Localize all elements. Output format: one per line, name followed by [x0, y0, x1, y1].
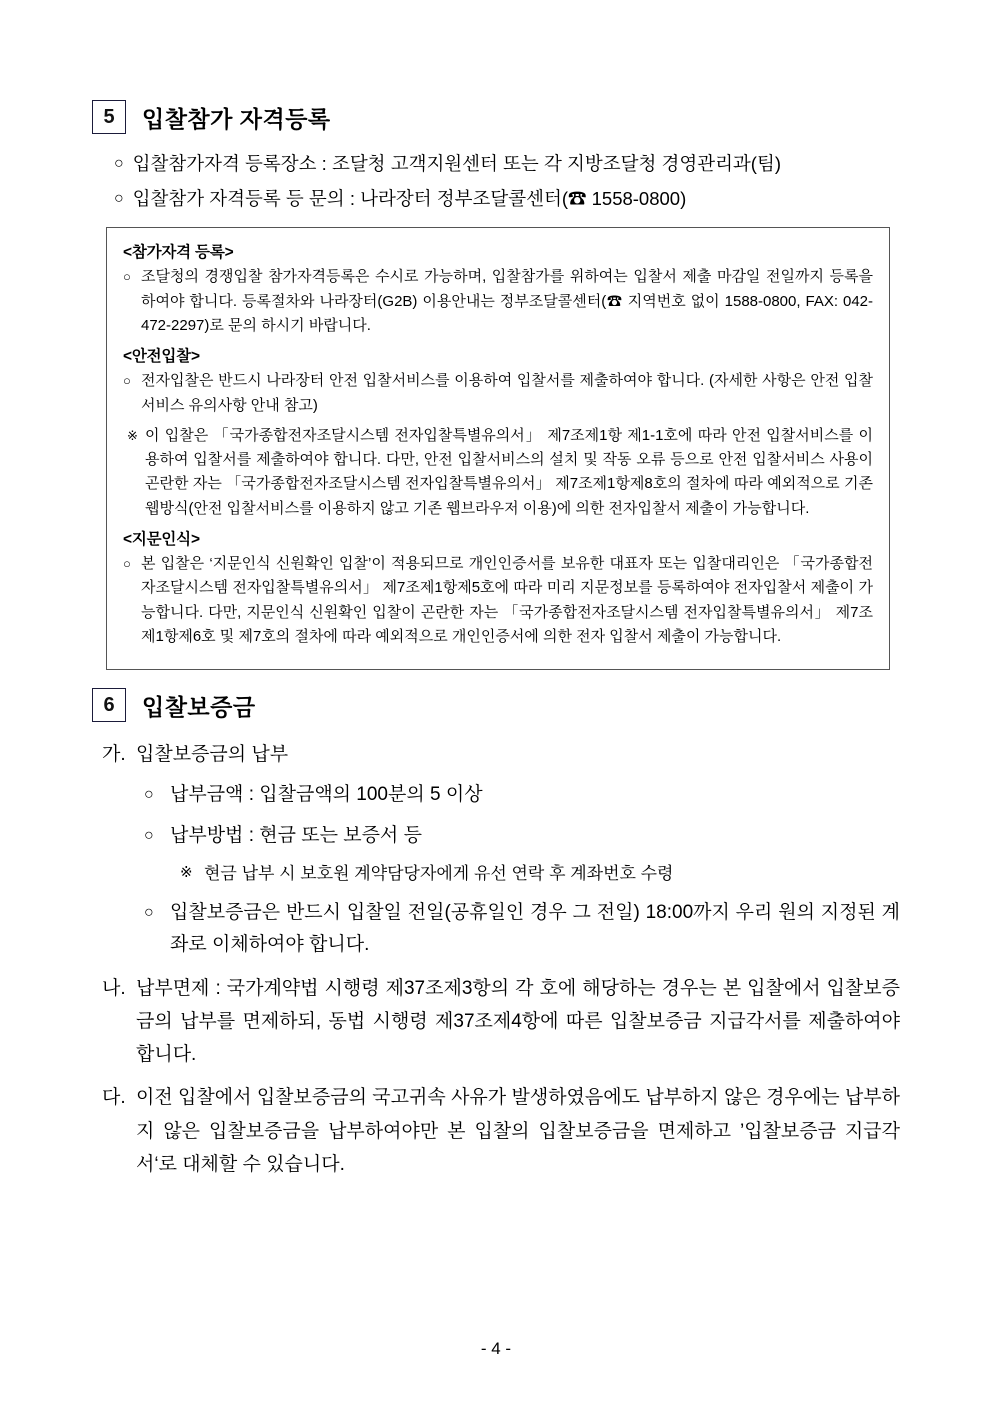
- note-text: 전자입찰은 반드시 나라장터 안전 입찰서비스를 이용하여 입찰서를 제출하여야 합니다. (자세한 사항은 안전 입찰서비스 유의사항 안내 참고): [141, 372, 873, 414]
- item-na-marker: 나.: [102, 977, 126, 999]
- item-ga-marker: 가.: [102, 744, 126, 766]
- note-marker: ○: [123, 556, 131, 572]
- bullet-marker: ○: [114, 189, 124, 207]
- note-text: 이 입찰은 「국가종합전자조달시스템 전자입찰특별유의서」 제7조제1항 제1-1호에 따라 안전 입찰서비스를 이용하여 입찰서를 제출하여야 합니다. 다만, 안전 입찰서비스의 설치 및 작동 오류 등으로 안전 입찰서비스 사용이 곤란한 자는 「국가종합전자조달시스템 전자입찰특별유의서」 제7조제1항제8호의 절차에 따라 예외적으로 기존 웹방식(안전 입찰서비스를 이용하지 않고 기존 웹브라우저 이용)에 의한 전자입찰서 제출이 가능합니다.: [145, 426, 873, 517]
- note-marker: ○: [123, 373, 131, 389]
- item-ga: [102, 738, 900, 771]
- section-6-heading: [92, 688, 900, 722]
- item-da-text: 이전 입찰에서 입찰보증금의 국고귀속 사유가 발생하였음에도 납부하지 않은 경우에는 납부하지 않은 입찰보증금을 납부하여야만 본 입찰의 입찰보증금을 면제하고 ’입찰보증금 지급각서‘로 대체할 수 있습니다.: [136, 1087, 900, 1175]
- item-da-marker: 다.: [102, 1087, 126, 1109]
- note-marker: ○: [123, 269, 131, 285]
- participation-qualification-note-box: [106, 227, 890, 670]
- item-na: [102, 972, 900, 1072]
- section-5-bullet-1: [114, 150, 900, 179]
- section-5-bullet-2: [114, 185, 900, 214]
- note-group-3-item-1: [123, 552, 873, 649]
- item-da: [102, 1081, 900, 1181]
- section-5-heading: [92, 100, 900, 134]
- note-text: 조달청의 경쟁입찰 참가자격등록은 수시로 가능하며, 입찰참가를 위하여는 입찰서 제출 마감일 전일까지 등록을 하여야 합니다. 등록절차와 나라장터(G2B) 이용안내는 정부조달콜센터(☎ 지역번호 없이 1588-0800, FAX: 042-472-2297)로 문의 하시기 바랍니다.: [141, 268, 873, 334]
- note-group-2-item-1: [123, 369, 873, 418]
- section-6-number: 6: [92, 688, 126, 722]
- section-5-number: 5: [92, 100, 126, 134]
- note-group-3-label: <지문인식>: [123, 531, 200, 549]
- sub-text: 납부금액 : 입찰금액의 100분의 5 이상: [170, 784, 483, 806]
- item-ga-sub-2: [144, 820, 900, 852]
- note-group-2-label: <안전입찰>: [123, 348, 200, 366]
- item-ga-sub-3: [144, 897, 900, 962]
- section-6-title: 입찰보증금: [142, 693, 256, 720]
- sub-text: 납부방법 : 현금 또는 보증서 등: [170, 824, 422, 846]
- item-ga-text: 입찰보증금의 납부: [136, 744, 289, 766]
- note-text: 현금 납부 시 보호원 계약담당자에게 유선 연락 후 계좌번호 수령: [204, 864, 674, 884]
- note-text: 본 입찰은 ‘지문인식 신원확인 입찰’이 적용되므로 개인인증서를 보유한 대표자 또는 입찰대리인은 「국가종합전자조달시스템 전자입찰특별유의서」 제7조제1항제5호에 따라 미리 지문정보를 등록하여야 전자입찰서 제출이 가능합니다. 다만, 지문인식 신원확인 입찰이 곤란한 자는 「국가종합전자조달시스템 전자입찰특별유의서」 제7조제1항제6호 및 제7호의 절차에 따라 예외적으로 개인인증서에 의한 전자 입찰서 제출이 가능합니다.: [141, 555, 873, 645]
- bullet-marker: ○: [114, 155, 124, 172]
- note-marker: ※: [180, 864, 193, 882]
- note-marker: ※: [127, 427, 138, 443]
- sub-marker: ○: [144, 826, 154, 844]
- bullet-text: 입찰참가 자격등록 등 문의 : 나라장터 정부조달콜센터(☎ 1558-0800): [132, 187, 687, 209]
- page-number: - 4 -: [480, 1339, 512, 1358]
- item-ga-sub-1: [144, 779, 900, 811]
- sub-marker: ○: [144, 903, 154, 921]
- note-group-1-label: <참가자격 등록>: [123, 244, 234, 262]
- item-ga-note: [180, 860, 900, 889]
- note-group-2-item-2: [127, 424, 873, 521]
- section-5-title: 입찰참가 자격등록: [142, 105, 331, 132]
- sub-text: 입찰보증금은 반드시 입찰일 전일(공휴일인 경우 그 전일) 18:00까지 우리 원의 지정된 계좌로 이체하여야 합니다.: [170, 901, 900, 956]
- item-na-text: 납부면제 : 국가계약법 시행령 제37조제3항의 각 호에 해당하는 경우는 본 입찰에서 입찰보증금의 납부를 면제하되, 동법 시행령 제37조제4항에 따른 입찰보증금 지급각서를 제출하여야 합니다.: [136, 977, 900, 1066]
- note-group-1-item-1: [123, 265, 873, 338]
- bullet-text: 입찰참가자격 등록장소 : 조달청 고객지원센터 또는 각 지방조달청 경영관리과(팀): [132, 153, 781, 174]
- sub-marker: ○: [144, 786, 154, 804]
